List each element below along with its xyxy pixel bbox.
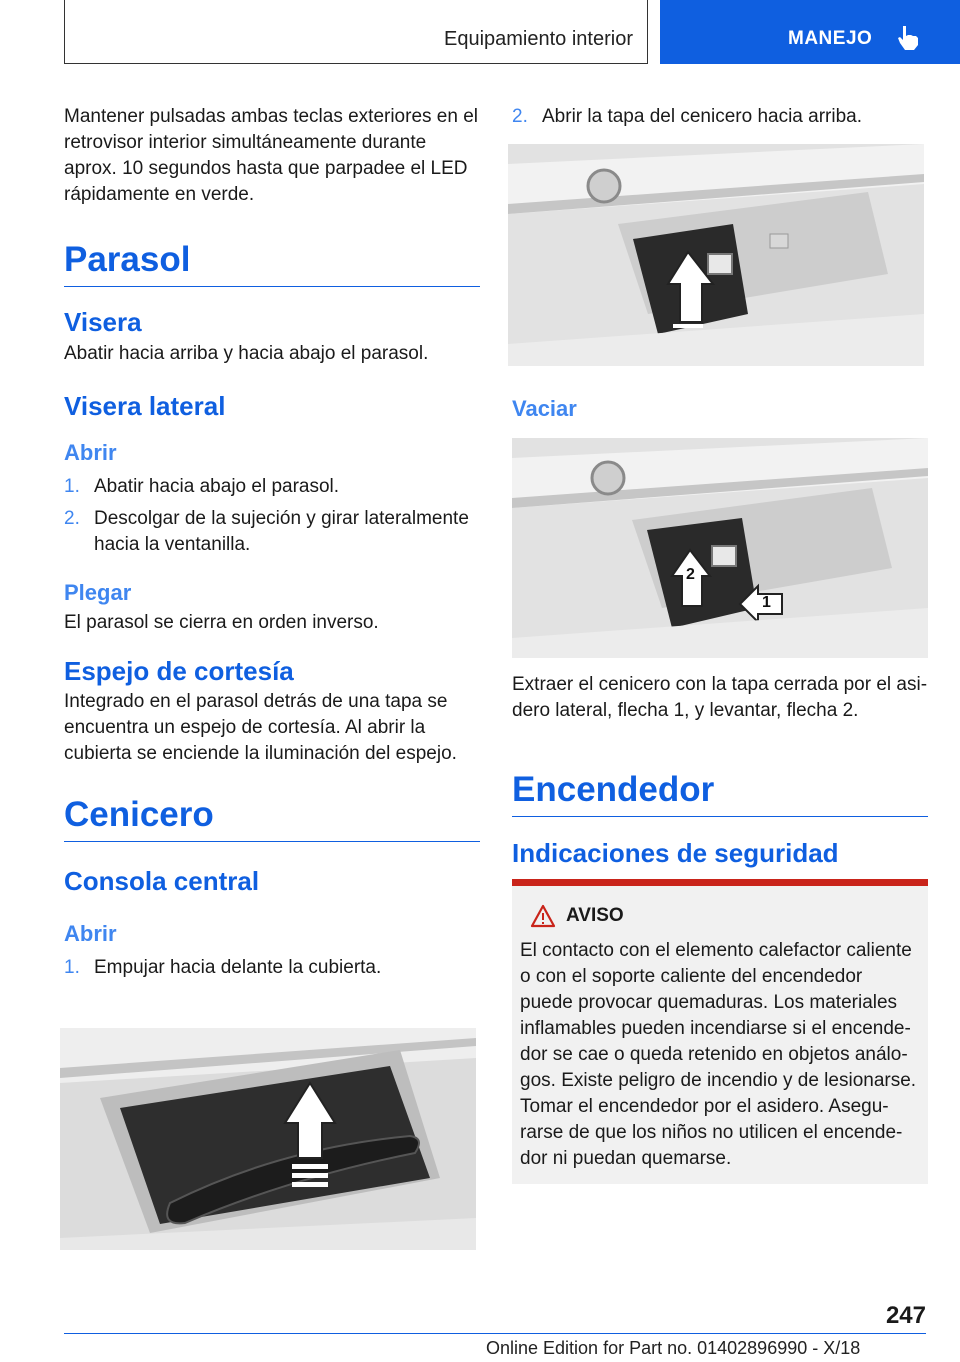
- ashtray-remove-illustration: [512, 438, 928, 658]
- step-number: 1.: [64, 476, 80, 497]
- plegar-text: El parasol se cierra en orden inverso.: [64, 612, 379, 633]
- hand-pointer-icon: [896, 24, 922, 52]
- heading-encendedor: Encendedor: [512, 770, 928, 817]
- intro-paragraph: Mantener pulsadas ambas teclas exteriores en el retrovisor interior simultáneamente durante aprox. 10 segundos hasta que parpadee el LED rápidamente en verde.: [64, 106, 479, 205]
- header-section-title: Equipamiento interior: [444, 28, 633, 50]
- step-number: 2.: [512, 106, 528, 127]
- list-item: [64, 955, 480, 981]
- step-number: 2.: [64, 508, 80, 529]
- heading-abrir: Abrir: [64, 440, 117, 465]
- list-item: [64, 474, 480, 500]
- abrir-cenicero-steps: [64, 955, 480, 981]
- ashtray-open-image: [508, 144, 924, 366]
- heading-plegar: Plegar: [64, 580, 132, 605]
- warning-title: AVISO: [566, 905, 624, 926]
- espejo-text: Integrado en el parasol detrás de una tapa se encuentra un espejo de cortesía. Al abrir la cubierta se enciende la iluminación del espejo.: [64, 691, 457, 764]
- step-text: Empujar hacia delante la cubierta.: [94, 957, 382, 978]
- visera-text: Abatir hacia arriba y hacia abajo el parasol.: [64, 343, 429, 364]
- callout-1: 1: [762, 594, 771, 611]
- heading-visera-lateral: Visera lateral: [64, 391, 226, 421]
- step-text: Abrir la tapa del cenicero hacia arriba.: [542, 106, 863, 127]
- callout-2: 2: [686, 566, 695, 583]
- list-item: [64, 506, 480, 558]
- warning-triangle-icon: [530, 904, 556, 928]
- step-number: 1.: [64, 957, 80, 978]
- footer-edition: Online Edition for Part no. 01402896990 - X/18: [486, 1338, 861, 1358]
- step-text: Descolgar de la sujeción y girar lateralmente hacia la ventanilla.: [94, 508, 469, 555]
- chapter-tab[interactable]: [660, 0, 960, 64]
- warning-text: El contacto con el elemento calefactor caliente o con el soporte caliente del encendedor puede provocar quemaduras. Los materiales inflamables pueden incendiarse si el encendedor se cae o queda retenido en objetos análogos. Existe peligro de incendio y de lesionarse. Tomar el encendedor por el asidero. Asegurarse de que los niños no utilicen el encendedor ni puedan quemarse.: [520, 940, 917, 1169]
- ashtray-open-illustration: [508, 144, 924, 366]
- heading-parasol: Parasol: [64, 240, 480, 287]
- heading-vaciar: Vaciar: [512, 396, 577, 421]
- heading-cenicero: Cenicero: [64, 795, 480, 842]
- heading-visera: Visera: [64, 307, 142, 337]
- list-item: [512, 104, 928, 130]
- step-text: Abatir hacia abajo el parasol.: [94, 476, 340, 497]
- right-column: [512, 104, 928, 130]
- console-cover-image: [60, 1028, 476, 1250]
- heading-indicaciones-seguridad: Indicaciones de seguridad: [512, 838, 839, 868]
- chapter-tab-label: MANEJO: [788, 28, 873, 49]
- abrir-steps: [64, 474, 480, 558]
- console-cover-illustration: [60, 1028, 476, 1250]
- warning-title-row: [530, 904, 920, 928]
- left-column: [64, 104, 480, 981]
- footer-divider: [64, 1333, 926, 1334]
- warning-box: [512, 879, 928, 1184]
- vaciar-text: Extraer el cenicero con la tapa cerrada por el asidero lateral, flecha 1, y levantar, flecha 2.: [512, 674, 928, 721]
- heading-abrir-cenicero: Abrir: [64, 921, 117, 946]
- heading-consola-central: Consola central: [64, 866, 260, 896]
- page-number: 247: [885, 1302, 926, 1329]
- heading-espejo: Espejo de cortesía: [64, 656, 294, 686]
- header-section-box: [64, 0, 648, 64]
- ashtray-remove-image: [512, 438, 928, 658]
